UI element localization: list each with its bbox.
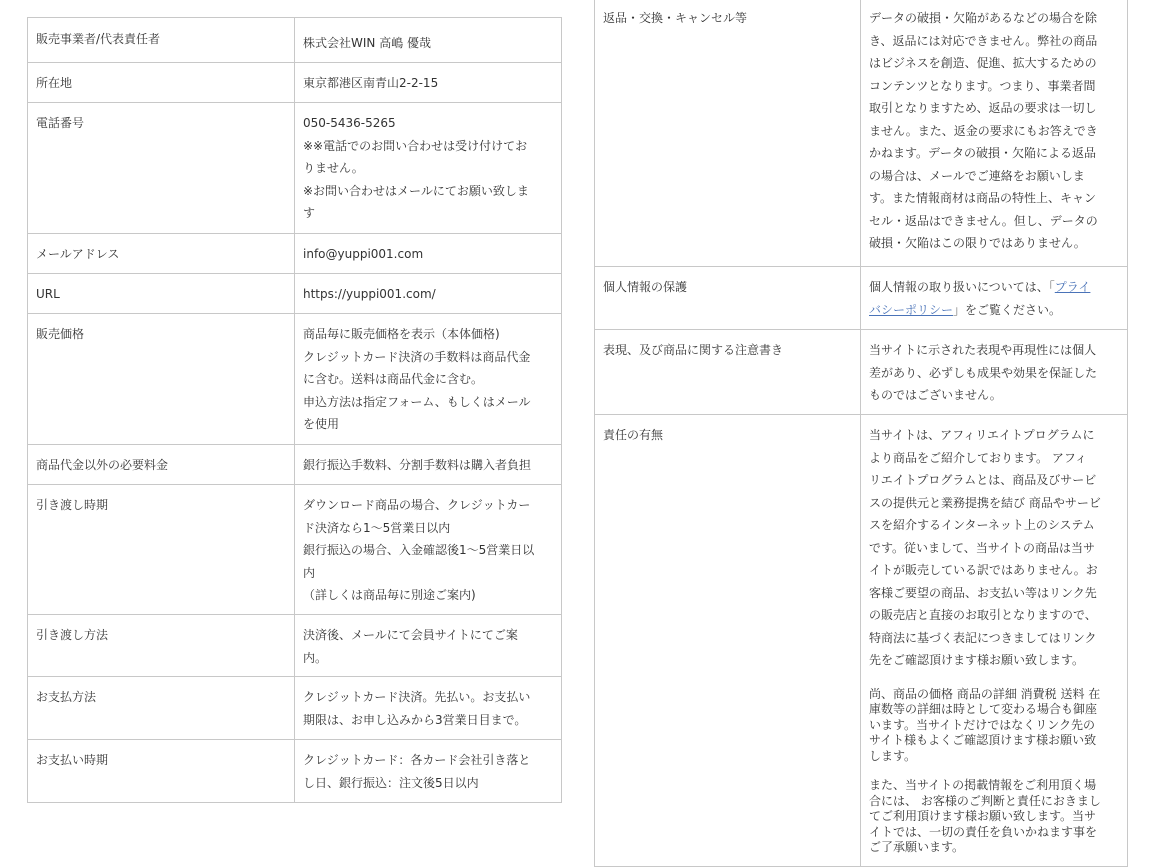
table-row xyxy=(595,330,1128,415)
row-value xyxy=(861,415,1128,867)
table-row xyxy=(595,415,1128,867)
value-line: 銀行振込の場合、入金確認後1～5営業日以 xyxy=(303,543,535,557)
row-label: URL xyxy=(28,274,295,314)
value-line: はビジネスを創造、促進、拡大するための xyxy=(869,56,1097,70)
value-line: き、返品には対応できません。弊社の商品 xyxy=(869,33,1098,48)
value-line: イトでは、一切の責任を負いかねます事を xyxy=(869,824,1098,839)
row-value xyxy=(295,740,562,803)
table-row xyxy=(28,274,562,314)
value-line: りません。 xyxy=(303,161,364,175)
table-row xyxy=(28,740,562,803)
table-row xyxy=(595,0,1128,267)
value-line: ものではございません。 xyxy=(869,388,1002,402)
value-line: を使用 xyxy=(303,417,340,431)
table-row xyxy=(28,234,562,274)
value-line: ※お問い合わせはメールにてお願い致しま xyxy=(303,183,529,198)
value-line: クレジットカード決済。先払い。お支払い xyxy=(303,690,531,704)
row-label: 個人情報の保護 xyxy=(595,267,861,330)
value-line: （詳しくは商品毎に別途ご案内) xyxy=(303,588,476,602)
value-line: 銀行振込手数料、分割手数料は購入者負担 xyxy=(303,458,532,472)
row-label: 商品代金以外の必要料金 xyxy=(28,445,295,485)
value-line: 差があり、必ずしも成果や効果を保証した xyxy=(869,365,1098,380)
value-line: の販売店と直接のお取引となりますので、 xyxy=(869,608,1097,622)
privacy-policy-link[interactable]: プライ xyxy=(1054,280,1091,294)
value-line: より商品をご紹介しております。 アフィ xyxy=(869,450,1087,465)
row-label: 所在地 xyxy=(28,63,295,103)
row-value xyxy=(861,267,1128,330)
value-line: 申込方法は指定フォーム、もしくはメール xyxy=(303,394,531,409)
value-line: クレジットカード決済の手数料は商品代金 xyxy=(303,349,531,364)
table-row xyxy=(28,677,562,740)
value-line: また、当サイトの掲載情報をご利用頂く場 xyxy=(869,778,1097,792)
table-row xyxy=(595,267,1128,330)
row-value xyxy=(295,234,562,274)
value-line: の場合は、メールでご連絡をお願いしま xyxy=(869,168,1085,183)
value-line: す。また情報商材は商品の特性上、キャン xyxy=(869,191,1097,205)
row-label: 返品・交換・キャンセル等 xyxy=(595,0,861,267)
value-line: スを紹介するインターネット上のシステム xyxy=(869,518,1095,532)
row-value xyxy=(295,314,562,445)
value-line: info@yuppi001.com xyxy=(303,247,424,261)
value-line: ご了承願います。 xyxy=(869,840,965,854)
value-line: ません。また、返金の要求にもお答えでき xyxy=(869,123,1098,138)
value-line: 特商法に基づく表記につきましてはリンク xyxy=(869,630,1097,645)
row-value xyxy=(295,485,562,615)
value-line: コンテンツとなります。つまり、事業者間 xyxy=(869,78,1096,93)
value-line: リエイトプログラムとは、商品及びサービ xyxy=(869,473,1097,487)
privacy-text: 」をご覧ください。 xyxy=(953,302,1062,317)
privacy-text: 個人情報の取り扱いについては、「 xyxy=(869,280,1055,294)
row-label: お支払方法 xyxy=(28,677,295,740)
value-line: し日、銀行振込：注文後5日以内 xyxy=(303,775,479,790)
value-line: セル・返品はできません。但し、データの xyxy=(869,213,1098,228)
value-line: います。当サイトだけではなくリンク先の xyxy=(869,717,1095,732)
value-line: す xyxy=(303,206,316,220)
value-line: イトが販売している訳ではありません。お xyxy=(869,563,1098,577)
row-value xyxy=(861,0,1128,267)
value-line: サイト様もよくご確認頂けます様お願い致 xyxy=(869,733,1097,747)
row-label: 電話番号 xyxy=(28,103,295,234)
row-label: 引き渡し時期 xyxy=(28,485,295,615)
value-line: クレジットカード：各カード会社引き落と xyxy=(303,753,531,767)
value-line: 株式会社WIN 高嶋 優哉 xyxy=(303,36,432,50)
row-label: 販売価格 xyxy=(28,314,295,445)
table-row xyxy=(28,615,562,677)
value-line: 商品毎に販売価格を表示（本体価格) xyxy=(303,327,500,341)
value-line: てご利用頂けます様お願い致します。当サ xyxy=(869,809,1097,823)
row-label: 表現、及び商品に関する注意書き xyxy=(595,330,861,415)
value-line: 当サイトに示された表現や再現性には個人 xyxy=(869,343,1097,357)
value-line: 合には、 お客様のご判断と責任におきまし xyxy=(869,793,1101,808)
value-line: ダウンロード商品の場合、クレジットカー xyxy=(303,498,531,512)
value-line: 内。 xyxy=(303,650,328,665)
row-value xyxy=(861,330,1128,415)
value-line: ド決済なら1～5営業日以内 xyxy=(303,520,451,535)
value-line: ※※電話でのお問い合わせは受け付けてお xyxy=(303,138,528,153)
row-label: お支払い時期 xyxy=(28,740,295,803)
value-line: 先をご確認頂けます様お願い致します。 xyxy=(869,653,1085,667)
privacy-policy-link[interactable]: バシーポリシー xyxy=(869,302,954,317)
table-row xyxy=(28,445,562,485)
value-line: かねます。データの破損・欠陥による返品 xyxy=(869,146,1097,160)
value-line: 内 xyxy=(303,565,316,580)
row-value xyxy=(295,274,562,314)
row-value xyxy=(295,18,562,63)
table-row xyxy=(28,314,562,445)
value-line: 050-5436-5265 xyxy=(303,116,396,130)
value-line: 破損・欠陥はこの限りではありません。 xyxy=(869,236,1086,250)
table-row xyxy=(28,103,562,234)
value-line: スの提供元と業務提携を結び 商品やサービ xyxy=(869,495,1101,510)
value-line: 尚、商品の価格 商品の詳細 消費税 送料 在 xyxy=(869,686,1101,701)
row-label: 販売事業者/代表責任者 xyxy=(28,18,295,63)
row-value xyxy=(295,103,562,234)
value-line: 期限は、お申し込みから3営業日目まで。 xyxy=(303,712,527,727)
value-line: 取引となりますため、返品の要求は一切し xyxy=(869,101,1097,115)
row-label: メールアドレス xyxy=(28,234,295,274)
value-line: 決済後、メールにて会員サイトにてご案 xyxy=(303,628,518,642)
left-info-table xyxy=(27,17,562,803)
value-line: データの破損・欠陥があるなどの場合を除 xyxy=(869,11,1098,25)
value-line: 東京都港区南青山2-2-15 xyxy=(303,76,439,90)
row-label: 責任の有無 xyxy=(595,415,861,867)
value-line: https://yuppi001.com/ xyxy=(303,287,436,301)
right-info-table xyxy=(594,0,1128,867)
value-line: します。 xyxy=(869,748,917,763)
table-row xyxy=(28,485,562,615)
table-row xyxy=(28,18,562,63)
value-line: です。従いまして、当サイトの商品は当サ xyxy=(869,540,1095,555)
table-row xyxy=(28,63,562,103)
row-value xyxy=(295,63,562,103)
row-value xyxy=(295,677,562,740)
value-line: 当サイトは、アフィリエイトプログラムに xyxy=(869,428,1095,442)
row-value xyxy=(295,445,562,485)
value-line: 庫数等の詳細は時として変わる場合も御座 xyxy=(869,702,1098,716)
row-value xyxy=(295,615,562,677)
value-line: に含む。送料は商品代金に含む。 xyxy=(303,372,484,386)
value-line: 客様ご要望の商品、お支払い等はリンク先 xyxy=(869,585,1097,600)
row-label: 引き渡し方法 xyxy=(28,615,295,677)
